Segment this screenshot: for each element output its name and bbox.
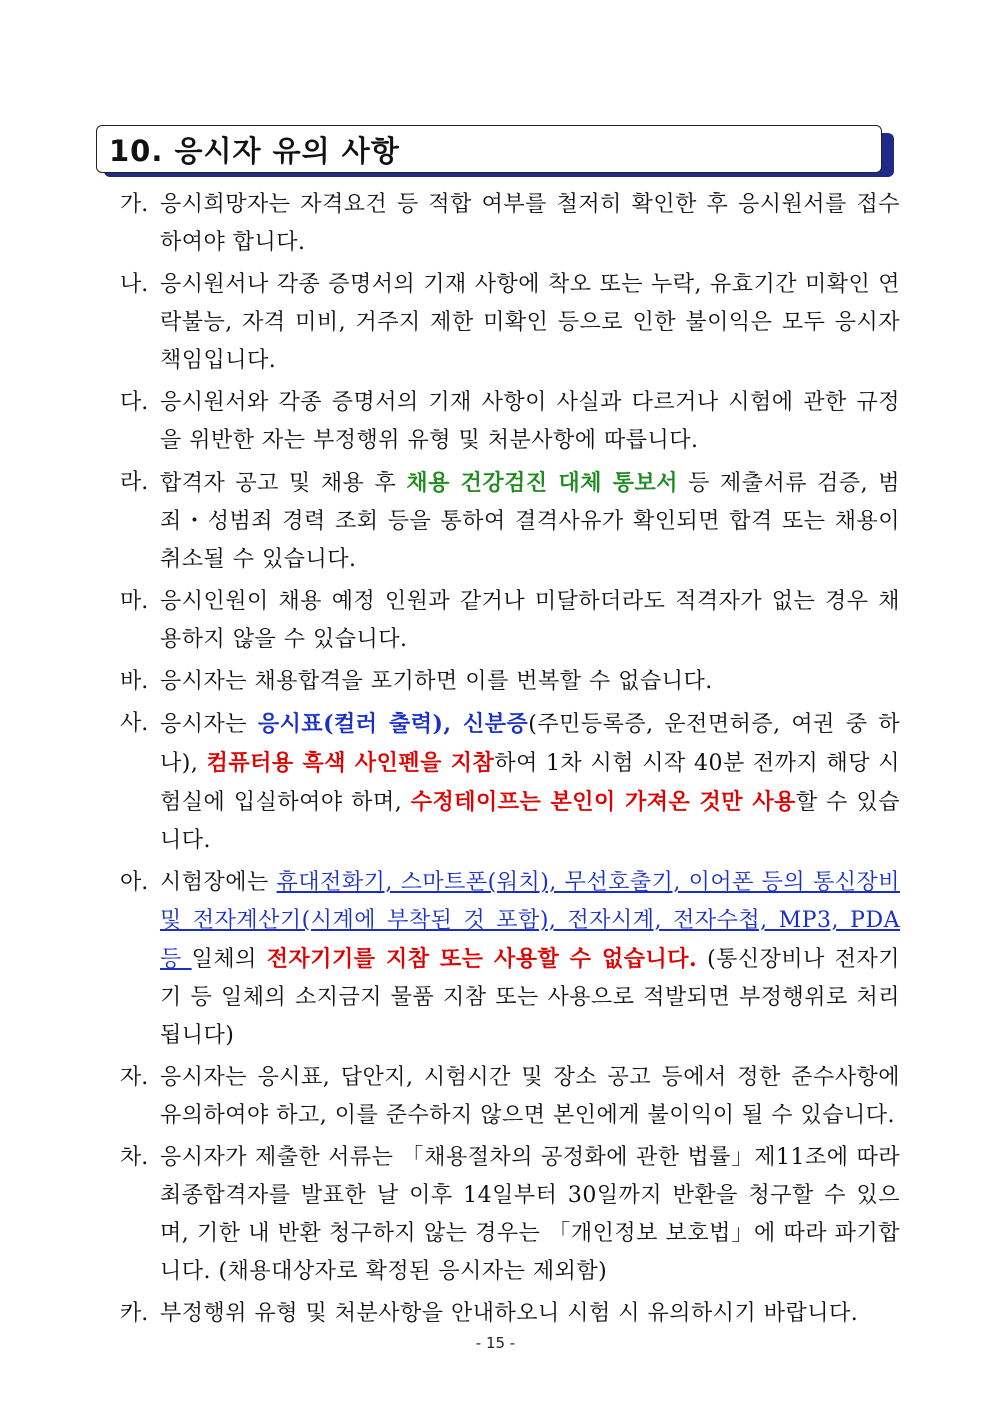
text-plain: 응시자는: [160, 712, 258, 737]
item-marker: 사.: [120, 711, 149, 736]
list-item: [120, 663, 900, 701]
list-item: [120, 864, 900, 1055]
item-text: [160, 705, 900, 860]
heading-box: [96, 125, 882, 173]
list-item: [120, 384, 900, 460]
item-text: 응시원서나 각종 증명서의 기재 사항에 착오 또는 누락, 유효기간 미확인 연락불능, 자격 미비, 거주지 제한 미확인 등으로 인한 불이익은 모두 응시자 책임입니다.: [160, 272, 900, 373]
item-text: [160, 464, 900, 579]
text-plain: 일체의: [191, 947, 267, 972]
item-marker: 라.: [120, 470, 149, 495]
underlined-device-list: 휴대전화기, 스마트폰(워치), 무선호출기, 이어폰 등의 통신장비 및 전자계산기(시계에 부착된 것 포함), 전자시계, 전자수첩, MP3, PDA 등: [160, 870, 900, 972]
list-item: [120, 186, 900, 262]
page-number: - 15 -: [475, 1334, 516, 1352]
list-item: [120, 583, 900, 659]
list-item: [120, 464, 900, 579]
text-plain: 시험장에는: [160, 870, 277, 895]
item-text: 응시인원이 채용 예정 인원과 같거나 미달하더라도 적격자가 없는 경우 채용하지 않을 수 있습니다.: [160, 589, 900, 652]
item-text: 응시자는 채용합격을 포기하면 이를 번복할 수 없습니다.: [160, 669, 713, 694]
item-marker: 카.: [120, 1301, 149, 1326]
item-marker: 나.: [120, 272, 149, 297]
emphasis-red: 전자기기를 지참 또는 사용할 수 없습니다.: [266, 946, 698, 972]
list-item: [120, 705, 900, 860]
emphasis-blue: 응시표(컬러 출력), 신분증: [257, 711, 529, 737]
emphasis-red: 수정테이프는 본인이 가져온 것만 사용: [410, 789, 796, 815]
item-marker: 다.: [120, 390, 149, 415]
item-text: 응시자가 제출한 서류는 「채용절차의 공정화에 관한 법률」제11조에 따라 최종합격자를 발표한 날 이후 14일부터 30일까지 반환을 청구할 수 있으며, 기한 내 반환 청구하지 않는 경우는 「개인정보 보호법」에 따라 파기합니다. (채용대상자로 확정된 응시자는 제외함): [160, 1145, 900, 1284]
text-plain: 하여 1차 시험 시작 40분 전까지 해당 시험실에 입실하여야 하며,: [160, 751, 900, 815]
section-title: 10. 응시자 유의 사항: [109, 133, 400, 168]
item-text: 응시원서와 각종 증명서의 기재 사항이 사실과 다르거나 시험에 관한 규정을 위반한 자는 부정행위 유형 및 처분사항에 따릅니다.: [160, 390, 900, 453]
item-marker: 마.: [120, 589, 149, 614]
section-heading: [96, 125, 896, 179]
item-marker: 차.: [120, 1145, 149, 1170]
item-text: 응시자는 응시표, 답안지, 시험시간 및 장소 공고 등에서 정한 준수사항에 유의하여야 하고, 이를 준수하지 않으면 본인에게 불이익이 될 수 있습니다.: [160, 1065, 900, 1128]
item-marker: 아.: [120, 870, 149, 895]
list-item: [120, 1059, 900, 1135]
item-text: 부정행위 유형 및 처분사항을 안내하오니 시험 시 유의하시기 바랍니다.: [160, 1301, 859, 1326]
list-item: [120, 1139, 900, 1291]
item-text: [160, 864, 900, 1055]
text-plain: (통신장비나 전자기기 등 일체의 소지금지 물품 지참 또는 사용으로 적발되면 부정행위로 처리됩니다): [160, 947, 901, 1048]
item-marker: 가.: [120, 192, 149, 217]
list-item: [120, 1295, 900, 1333]
text-plain: 등 제출서류 검증, 범죄・성범죄 경력 조회 등을 통하여 결격사유가 확인되면 합격 또는 채용이 취소될 수 있습니다.: [160, 471, 900, 572]
item-marker: 바.: [120, 669, 149, 694]
emphasis-red: 컴퓨터용 흑색 사인펜을 지참: [206, 750, 495, 776]
text-plain: 할 수 있습니다.: [160, 790, 901, 853]
item-text: 응시희망자는 자격요건 등 적합 여부를 철저히 확인한 후 응시원서를 접수하여야 합니다.: [160, 192, 900, 255]
item-marker: 자.: [120, 1065, 149, 1090]
text-plain: 합격자 공고 및 채용 후: [160, 471, 407, 496]
text-plain: (주민등록증, 운전면허증, 여권 중 하나),: [160, 712, 900, 776]
list-item: [120, 266, 900, 380]
emphasis-green: 채용 건강검진 대체 통보서: [406, 470, 679, 496]
notice-list: [120, 186, 900, 1337]
